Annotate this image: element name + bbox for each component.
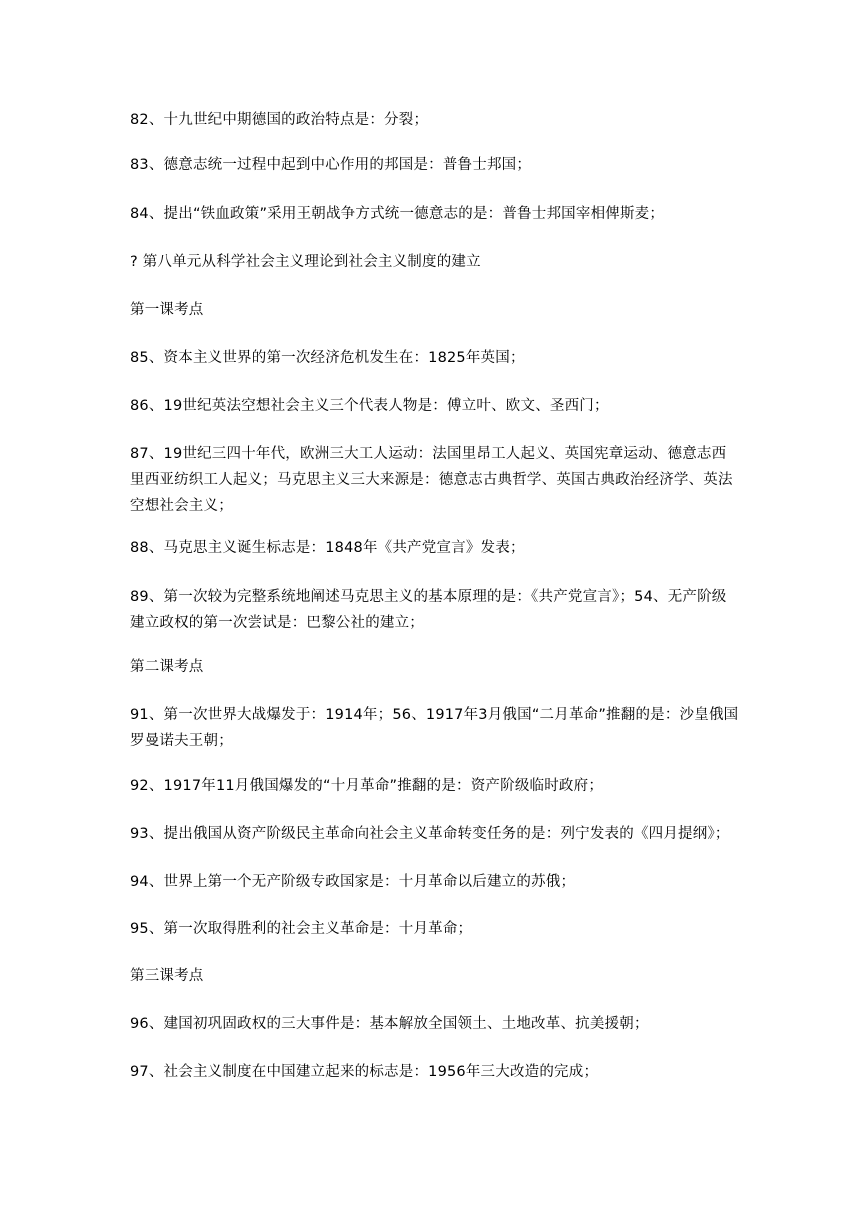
paragraph-94: 94、世界上第一个无产阶级专政国家是：十月革命以后建立的苏俄； — [130, 874, 576, 890]
paragraph-82: 82、十九世纪中期德国的政治特点是：分裂； — [130, 112, 429, 128]
lesson-heading-3: 第三课考点 — [130, 968, 204, 984]
paragraph-93: 93、提出俄国从资产阶级民主革命向社会主义革命转变任务的是：列宁发表的《四月提纲》； — [130, 826, 730, 842]
paragraph-85: 85、资本主义世界的第一次经济危机发生在：1825年英国； — [130, 350, 525, 366]
paragraph-89: 89、第一次较为完整系统地阐述马克思主义的基本原理的是：《共产党宣言》；54、无产阶级建立政权的第一次尝试是：巴黎公社的建立； — [130, 589, 727, 631]
paragraph-92: 92、1917年11月俄国爆发的“十月革命”推翻的是：资产阶级临时政府； — [130, 778, 604, 794]
paragraph-83: 83、德意志统一过程中起到中心作用的邦国是：普鲁士邦国； — [130, 157, 532, 173]
lesson-heading-1: 第一课考点 — [130, 302, 204, 318]
paragraph-96: 96、建国初巩固政权的三大事件是：基本解放全国领土、土地改革、抗美援朝； — [130, 1016, 649, 1032]
unit-heading: ? 第八单元从科学社会主义理论到社会主义制度的建立 — [130, 254, 481, 270]
paragraph-91: 91、第一次世界大战爆发于：1914年；56、1917年3月俄国“二月革命”推翻的是：沙皇俄国罗曼诺夫王朝； — [130, 707, 739, 749]
paragraph-87: 87、19世纪三四十年代，欧洲三大工人运动：法国里昂工人起义、英国宪章运动、德意志西里西亚纺织工人起义；马克思主义三大来源是：德意志古典哲学、英国古典政治经济学、英法空想社会主义； — [130, 446, 733, 514]
paragraph-88: 88、马克思主义诞生标志是：1848年《共产党宣言》发表； — [130, 540, 525, 556]
paragraph-95: 95、第一次取得胜利的社会主义革命是：十月革命； — [130, 921, 473, 937]
paragraph-84: 84、提出“铁血政策”采用王朝战争方式统一德意志的是：普鲁士邦国宰相俾斯麦； — [130, 206, 665, 222]
paragraph-86: 86、19世纪英法空想社会主义三个代表人物是：傅立叶、欧文、圣西门； — [130, 398, 609, 414]
paragraph-97: 97、社会主义制度在中国建立起来的标志是：1956年三大改造的完成； — [130, 1064, 599, 1080]
lesson-heading-2: 第二课考点 — [130, 659, 204, 675]
